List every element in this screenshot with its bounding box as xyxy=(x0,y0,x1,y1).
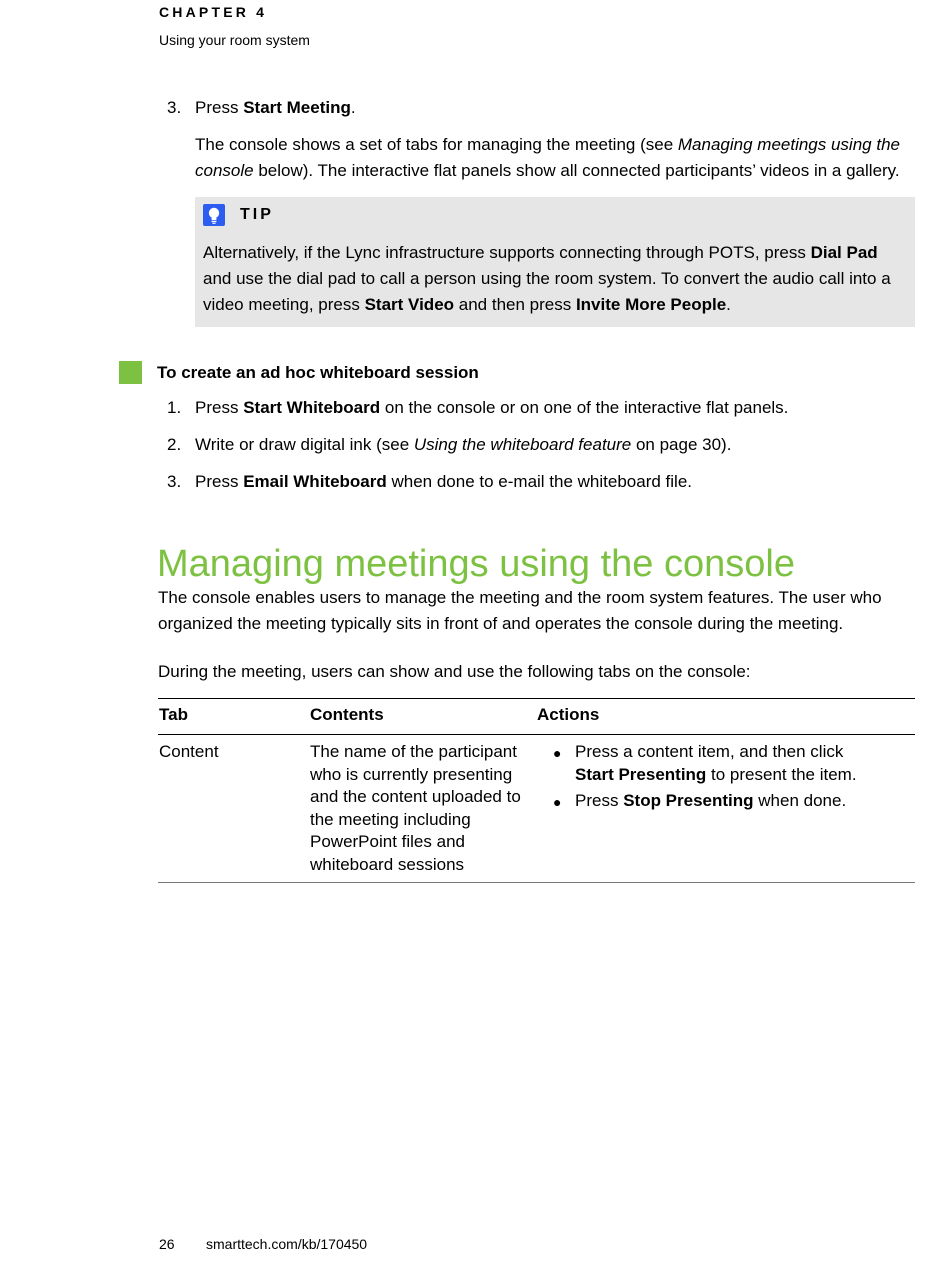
tip-text: Alternatively, if the Lync infrastructure supports connecting through POTS, press Dial Pad and use the dial pad to call a person using the room system. To convert the audio call into a video meeting, press Start Video and then press Invite More People. xyxy=(203,243,891,314)
table-cell-tab: Content xyxy=(159,742,219,761)
table-header-contents: Contents xyxy=(310,705,384,724)
bullet-icon: ● xyxy=(553,794,562,810)
cross-reference: Managing meetings using the console xyxy=(195,135,900,180)
step-number: 3. xyxy=(167,98,182,117)
cross-reference: Using the whiteboard feature xyxy=(413,435,632,454)
step-text: Press Start Whiteboard on the console or on one of the interactive flat panels. xyxy=(195,398,789,417)
procedure-title: To create an ad hoc whiteboard session xyxy=(157,363,479,382)
step-text: Write or draw digital ink (see Using the whiteboard feature on page 30). xyxy=(195,435,732,454)
tip-label: TIP xyxy=(240,206,274,223)
table-header-actions: Actions xyxy=(537,705,600,724)
step-number: 3. xyxy=(167,472,182,491)
step-number: 1. xyxy=(167,398,182,417)
table-cell-action: Press Stop Presenting when done. xyxy=(575,791,847,810)
table-header-rule xyxy=(158,734,915,735)
table-header-tab: Tab xyxy=(159,705,188,724)
table-bottom-rule xyxy=(158,882,915,883)
step-text: Press Start Meeting. xyxy=(195,98,356,117)
section-paragraph: The console enables users to manage the meeting and the room system features. The user who organized the meeting typically sits in front of and operates the console during the meeting. xyxy=(158,588,882,633)
chapter-title: Using your room system xyxy=(159,32,310,48)
procedure-marker xyxy=(119,361,142,384)
step-number: 2. xyxy=(167,435,182,454)
step-text: Press Email Whiteboard when done to e-mail the whiteboard file. xyxy=(195,472,693,491)
step-description: The console shows a set of tabs for managing the meeting (see Managing meetings using the console below). The interactive flat panels show all connected participants’ videos in a gallery. xyxy=(195,135,900,180)
table-cell-contents: The name of the participant who is currently presenting and the content uploaded to the meeting including PowerPoint files and whiteboard sessions xyxy=(310,742,521,874)
bullet-icon: ● xyxy=(553,745,562,761)
section-paragraph: During the meeting, users can show and use the following tabs on the console: xyxy=(158,662,751,681)
page-number: 26 xyxy=(159,1236,175,1252)
lightbulb-icon xyxy=(203,204,225,226)
table-top-rule xyxy=(158,698,915,699)
table-cell-action: Press a content item, and then click Start Presenting to present the item. xyxy=(575,742,857,784)
section-heading: Managing meetings using the console xyxy=(157,543,795,585)
ui-term: Start Meeting xyxy=(243,98,351,117)
chapter-label: CHAPTER 4 xyxy=(159,4,268,20)
footer-url: smarttech.com/kb/170450 xyxy=(206,1236,368,1252)
